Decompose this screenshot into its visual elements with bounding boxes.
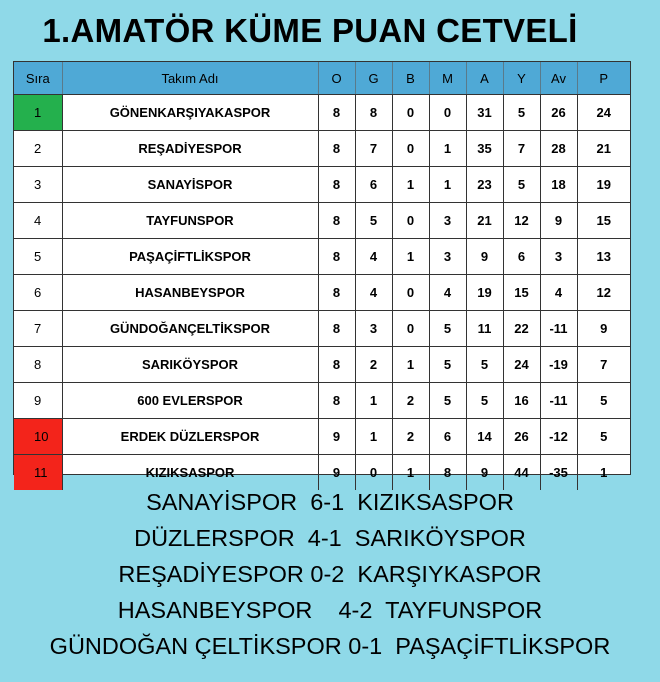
cell-played: 9 bbox=[318, 455, 355, 491]
cell-points: 13 bbox=[577, 239, 630, 275]
cell-goals-for: 35 bbox=[466, 131, 503, 167]
cell-points: 7 bbox=[577, 347, 630, 383]
cell-team-name: TAYFUNSPOR bbox=[62, 203, 318, 239]
cell-rank: 10 bbox=[14, 419, 62, 455]
table-row bbox=[14, 167, 630, 203]
cell-goal-difference: 9 bbox=[540, 203, 577, 239]
cell-goals-against: 16 bbox=[503, 383, 540, 419]
table-row bbox=[14, 203, 630, 239]
cell-goals-for: 23 bbox=[466, 167, 503, 203]
header-lost: M bbox=[429, 62, 466, 95]
cell-won: 4 bbox=[355, 239, 392, 275]
cell-goals-against: 26 bbox=[503, 419, 540, 455]
result-line: REŞADİYESPOR 0-2 KARŞIYKASPOR bbox=[118, 561, 542, 587]
cell-points: 24 bbox=[577, 95, 630, 131]
cell-played: 8 bbox=[318, 347, 355, 383]
cell-goals-for: 19 bbox=[466, 275, 503, 311]
cell-goal-difference: -11 bbox=[540, 311, 577, 347]
cell-points: 19 bbox=[577, 167, 630, 203]
cell-won: 2 bbox=[355, 347, 392, 383]
cell-drawn: 0 bbox=[392, 311, 429, 347]
table-row bbox=[14, 383, 630, 419]
header-won: G bbox=[355, 62, 392, 95]
cell-goals-against: 22 bbox=[503, 311, 540, 347]
cell-rank: 2 bbox=[14, 131, 62, 167]
cell-lost: 1 bbox=[429, 131, 466, 167]
cell-points: 1 bbox=[600, 465, 608, 480]
table-row bbox=[14, 311, 630, 347]
cell-goals-against: 24 bbox=[503, 347, 540, 383]
cell-drawn: 1 bbox=[392, 455, 429, 491]
cell-played: 8 bbox=[318, 131, 355, 167]
table-header-row bbox=[14, 62, 630, 95]
cell-played: 9 bbox=[318, 419, 355, 455]
cell-goal-difference: -12 bbox=[540, 419, 577, 455]
cell-won: 5 bbox=[355, 203, 392, 239]
cell-goals-against: 12 bbox=[503, 203, 540, 239]
cell-won: 6 bbox=[355, 167, 392, 203]
cell-team-name: HASANBEYSPOR bbox=[62, 275, 318, 311]
cell-rank: 4 bbox=[14, 203, 62, 239]
cell-goals-for: 31 bbox=[466, 95, 503, 131]
standings-table bbox=[13, 61, 631, 480]
cell-goals-for: 11 bbox=[466, 311, 503, 347]
table-row bbox=[14, 347, 630, 383]
cell-goal-difference: 3 bbox=[540, 239, 577, 275]
cell-won: 0 bbox=[355, 455, 392, 491]
cell-goals-for: 21 bbox=[466, 203, 503, 239]
cell-points: 5 bbox=[577, 383, 630, 419]
cell-goals-against: 7 bbox=[503, 131, 540, 167]
cell-drawn: 0 bbox=[392, 95, 429, 131]
cell-goals-for: 14 bbox=[466, 419, 503, 455]
cell-lost: 5 bbox=[429, 383, 466, 419]
cell-team-name: GÖNENKARŞIYAKASPOR bbox=[62, 95, 318, 131]
cell-goal-difference: -11 bbox=[540, 383, 577, 419]
cell-won: 7 bbox=[355, 131, 392, 167]
cell-rank: 9 bbox=[14, 383, 62, 419]
cell-won: 1 bbox=[355, 383, 392, 419]
cell-rank: 1 bbox=[14, 95, 62, 131]
cell-goals-against: 6 bbox=[503, 239, 540, 275]
cell-goals-for: 5 bbox=[466, 383, 503, 419]
header-goals-against: Y bbox=[503, 62, 540, 95]
cell-team-name: GÜNDOĞANÇELTİKSPOR bbox=[62, 311, 318, 347]
cell-goal-difference: -19 bbox=[540, 347, 577, 383]
cell-played: 8 bbox=[318, 167, 355, 203]
cell-lost: 3 bbox=[429, 203, 466, 239]
cell-goals-against: 44 bbox=[503, 455, 540, 491]
cell-goal-difference: 28 bbox=[540, 131, 577, 167]
cell-played: 8 bbox=[318, 275, 355, 311]
cell-team-name: ERDEK DÜZLERSPOR bbox=[62, 419, 318, 455]
cell-team-name: 600 EVLERSPOR bbox=[62, 383, 318, 419]
cell-lost: 1 bbox=[429, 167, 466, 203]
cell-lost: 4 bbox=[429, 275, 466, 311]
cell-rank: 6 bbox=[14, 275, 62, 311]
cell-team-name: PAŞAÇİFTLİKSPOR bbox=[62, 239, 318, 275]
result-line: GÜNDOĞAN ÇELTİKSPOR 0-1 PAŞAÇİFTLİKSPOR bbox=[49, 633, 611, 659]
cell-drawn: 0 bbox=[392, 275, 429, 311]
cell-won: 1 bbox=[355, 419, 392, 455]
cell-team-name: SARIKÖYSPOR bbox=[62, 347, 318, 383]
cell-goals-against: 15 bbox=[503, 275, 540, 311]
table-row bbox=[14, 131, 630, 167]
cell-goals-for: 5 bbox=[466, 347, 503, 383]
cell-goals-against: 5 bbox=[503, 167, 540, 203]
cell-points: 21 bbox=[577, 131, 630, 167]
cell-goals-for: 9 bbox=[466, 455, 503, 491]
header-goals-for: A bbox=[466, 62, 503, 95]
cell-rank: 3 bbox=[14, 167, 62, 203]
result-line: SANAYİSPOR 6-1 KIZIKSASPOR bbox=[146, 489, 514, 515]
match-results bbox=[0, 484, 660, 664]
cell-goal-difference: 26 bbox=[540, 95, 577, 131]
table-row bbox=[14, 95, 630, 131]
table-row bbox=[14, 275, 630, 311]
cell-lost: 6 bbox=[429, 419, 466, 455]
cell-team-name: KIZIKSASPOR bbox=[62, 455, 318, 491]
cell-team-name: SANAYİSPOR bbox=[62, 167, 318, 203]
cell-goals-for: 9 bbox=[466, 239, 503, 275]
cell-rank: 5 bbox=[14, 239, 62, 275]
cell-team-name: REŞADİYESPOR bbox=[62, 131, 318, 167]
cell-drawn: 1 bbox=[392, 347, 429, 383]
cell-rank: 8 bbox=[14, 347, 62, 383]
header-rank: Sıra bbox=[14, 62, 62, 95]
cell-drawn: 0 bbox=[392, 131, 429, 167]
cell-played: 8 bbox=[318, 95, 355, 131]
cell-played: 8 bbox=[318, 239, 355, 275]
result-line: DÜZLERSPOR 4-1 SARIKÖYSPOR bbox=[134, 525, 526, 551]
cell-drawn: 2 bbox=[392, 419, 429, 455]
cell-goal-difference: -35 bbox=[540, 455, 577, 491]
header-team: Takım Adı bbox=[62, 62, 318, 95]
table-row bbox=[14, 419, 630, 455]
cell-points: 5 bbox=[577, 419, 630, 455]
header-points: P bbox=[577, 62, 630, 95]
cell-lost: 8 bbox=[429, 455, 466, 491]
cell-points: 9 bbox=[577, 311, 630, 347]
cell-points: 15 bbox=[577, 203, 630, 239]
cell-won: 8 bbox=[355, 95, 392, 131]
cell-points: 12 bbox=[577, 275, 630, 311]
cell-drawn: 1 bbox=[392, 167, 429, 203]
page-title: 1.AMATÖR KÜME PUAN CETVELİ bbox=[42, 12, 578, 49]
cell-won: 4 bbox=[355, 275, 392, 311]
cell-drawn: 2 bbox=[392, 383, 429, 419]
cell-played: 8 bbox=[318, 311, 355, 347]
cell-lost: 5 bbox=[429, 347, 466, 383]
cell-goals-against: 5 bbox=[503, 95, 540, 131]
cell-played: 8 bbox=[318, 203, 355, 239]
cell-rank: 11 bbox=[14, 455, 62, 491]
cell-drawn: 0 bbox=[392, 203, 429, 239]
cell-played: 8 bbox=[318, 383, 355, 419]
cell-lost: 3 bbox=[429, 239, 466, 275]
cell-drawn: 1 bbox=[392, 239, 429, 275]
cell-lost: 0 bbox=[429, 95, 466, 131]
cell-won: 3 bbox=[355, 311, 392, 347]
cell-goal-difference: 18 bbox=[540, 167, 577, 203]
result-line: HASANBEYSPOR 4-2 TAYFUNSPOR bbox=[117, 597, 543, 623]
cell-lost: 5 bbox=[429, 311, 466, 347]
cell-goal-difference: 4 bbox=[540, 275, 577, 311]
header-played: O bbox=[318, 62, 355, 95]
table-row bbox=[14, 239, 630, 275]
header-goal-difference: Av bbox=[540, 62, 577, 95]
table-body bbox=[14, 95, 630, 491]
header-drawn: B bbox=[392, 62, 429, 95]
cell-rank: 7 bbox=[14, 311, 62, 347]
